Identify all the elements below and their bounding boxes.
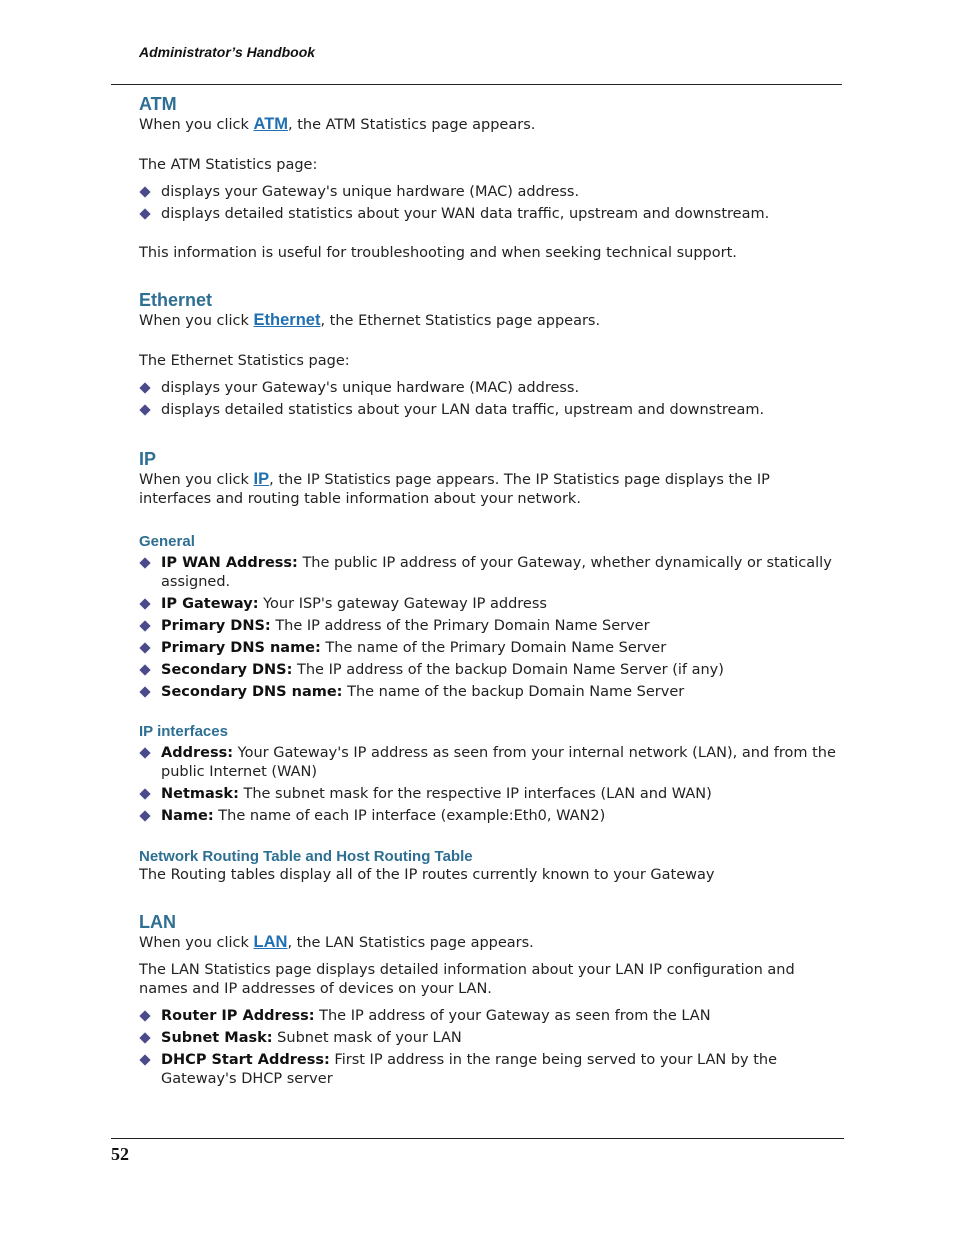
list-item — [139, 617, 844, 636]
bullet-text: displays your Gateway's unique hardware (MAC) address. — [161, 184, 580, 200]
item-term: Address: — [161, 745, 234, 761]
diamond-bullet-icon — [139, 186, 150, 197]
diamond-bullet-icon — [139, 1032, 150, 1043]
header-rule — [111, 84, 842, 85]
item-desc: The IP address of the Primary Domain Name Server — [270, 618, 650, 634]
section-ethernet — [139, 289, 844, 420]
item-desc: The IP address of the backup Domain Name Server (if any) — [292, 662, 724, 678]
item-desc: The name of each IP interface (example:Eth0, WAN2) — [213, 808, 606, 824]
list-item — [139, 807, 844, 826]
atm-intro-prefix: When you click — [139, 117, 254, 133]
ip-intro-suffix: , the IP Statistics page appears. The IP Statistics page displays the IP interfaces and routing table information about your network. — [139, 472, 770, 507]
atm-heading: ATM — [139, 94, 177, 114]
list-item — [139, 744, 844, 782]
diamond-bullet-icon — [139, 810, 150, 821]
item-desc: First IP address in the range being served to your LAN by the Gateway's DHCP server — [161, 1052, 778, 1087]
footer-rule — [111, 1138, 844, 1139]
ethernet-heading: Ethernet — [139, 290, 213, 310]
bullet-text: displays detailed statistics about your WAN data traffic, upstream and downstream. — [161, 206, 770, 222]
page-body — [139, 93, 844, 1092]
atm-intro-suffix: , the ATM Statistics page appears. — [288, 117, 536, 133]
diamond-bullet-icon — [139, 788, 150, 799]
diamond-bullet-icon — [139, 1010, 150, 1021]
diamond-bullet-icon — [139, 642, 150, 653]
bullet-text: displays detailed statistics about your LAN data traffic, upstream and downstream. — [161, 402, 765, 418]
list-item — [139, 1007, 844, 1026]
item-desc: Your ISP's gateway Gateway IP address — [258, 596, 547, 612]
bullet-text: displays your Gateway's unique hardware (MAC) address. — [161, 380, 580, 396]
lan-link[interactable]: LAN — [253, 933, 288, 951]
list-item — [139, 595, 844, 614]
list-item — [139, 1029, 844, 1048]
routing-table-subheading: Network Routing Table and Host Routing Table — [139, 848, 473, 865]
ip-heading: IP — [139, 449, 157, 469]
list-item — [139, 379, 844, 398]
diamond-bullet-icon — [139, 1054, 150, 1065]
ethernet-intro-suffix: , the Ethernet Statistics page appears. — [320, 313, 601, 329]
section-ip — [139, 448, 844, 885]
page-number: 52 — [111, 1144, 129, 1164]
item-term: Subnet Mask: — [161, 1030, 273, 1046]
item-term: Primary DNS: — [161, 618, 271, 634]
diamond-bullet-icon — [139, 686, 150, 697]
list-item — [139, 639, 844, 658]
item-desc: The name of the backup Domain Name Server — [342, 684, 685, 700]
item-desc: Your Gateway's IP address as seen from your internal network (LAN), and from the public Internet (WAN) — [161, 745, 836, 780]
routing-table-text: The Routing tables display all of the IP routes currently known to your Gateway — [139, 867, 715, 883]
item-term: IP WAN Address: — [161, 555, 298, 571]
item-term: Name: — [161, 808, 214, 824]
atm-link[interactable]: ATM — [253, 115, 289, 133]
diamond-bullet-icon — [139, 620, 150, 631]
section-atm — [139, 93, 844, 263]
section-lan — [139, 911, 844, 1089]
ip-link[interactable]: IP — [253, 470, 270, 488]
item-desc: The subnet mask for the respective IP interfaces (LAN and WAN) — [238, 786, 712, 802]
lan-intro-prefix: When you click — [139, 935, 254, 951]
item-term: DHCP Start Address: — [161, 1052, 330, 1068]
ip-intro — [139, 470, 844, 509]
item-term: Secondary DNS name: — [161, 684, 343, 700]
item-term: IP Gateway: — [161, 596, 259, 612]
list-item — [139, 1051, 844, 1089]
ethernet-link[interactable]: Ethernet — [253, 311, 321, 329]
item-term: Primary DNS name: — [161, 640, 321, 656]
list-item — [139, 661, 844, 680]
diamond-bullet-icon — [139, 747, 150, 758]
diamond-bullet-icon — [139, 664, 150, 675]
lan-list — [139, 1007, 844, 1089]
item-term: Secondary DNS: — [161, 662, 293, 678]
ip-interfaces-list — [139, 744, 844, 826]
atm-note: This information is useful for troubleshooting and when seeking technical support. — [139, 245, 737, 261]
item-term: Router IP Address: — [161, 1008, 315, 1024]
diamond-bullet-icon — [139, 404, 150, 415]
general-list — [139, 554, 844, 702]
ethernet-lead: The Ethernet Statistics page: — [139, 353, 350, 369]
list-item — [139, 785, 844, 804]
item-term: Netmask: — [161, 786, 239, 802]
running-header: Administrator’s Handbook — [139, 44, 316, 60]
ethernet-intro-prefix: When you click — [139, 313, 254, 329]
lan-heading: LAN — [139, 912, 176, 932]
item-desc: The public IP address of your Gateway, whether dynamically or statically assigned. — [161, 555, 832, 590]
list-item — [139, 183, 844, 202]
atm-bullet-list — [139, 183, 844, 224]
list-item — [139, 683, 844, 702]
ip-interfaces-subheading: IP interfaces — [139, 723, 228, 740]
general-subheading: General — [139, 533, 195, 550]
diamond-bullet-icon — [139, 208, 150, 219]
ethernet-bullet-list — [139, 379, 844, 420]
lan-lead: The LAN Statistics page displays detailed information about your LAN IP configuration and names and IP addresses of devices on your LAN. — [139, 962, 795, 997]
list-item — [139, 205, 844, 224]
lan-intro-suffix: , the LAN Statistics page appears. — [287, 935, 534, 951]
list-item — [139, 554, 844, 592]
ethernet-intro — [139, 311, 844, 331]
atm-lead: The ATM Statistics page: — [139, 157, 318, 173]
item-desc: The IP address of your Gateway as seen from the LAN — [314, 1008, 711, 1024]
atm-intro — [139, 115, 844, 135]
ip-intro-prefix: When you click — [139, 472, 254, 488]
item-desc: The name of the Primary Domain Name Server — [320, 640, 667, 656]
item-desc: Subnet mask of your LAN — [272, 1030, 462, 1046]
list-item — [139, 401, 844, 420]
diamond-bullet-icon — [139, 382, 150, 393]
lan-intro — [139, 933, 844, 953]
diamond-bullet-icon — [139, 557, 150, 568]
diamond-bullet-icon — [139, 598, 150, 609]
